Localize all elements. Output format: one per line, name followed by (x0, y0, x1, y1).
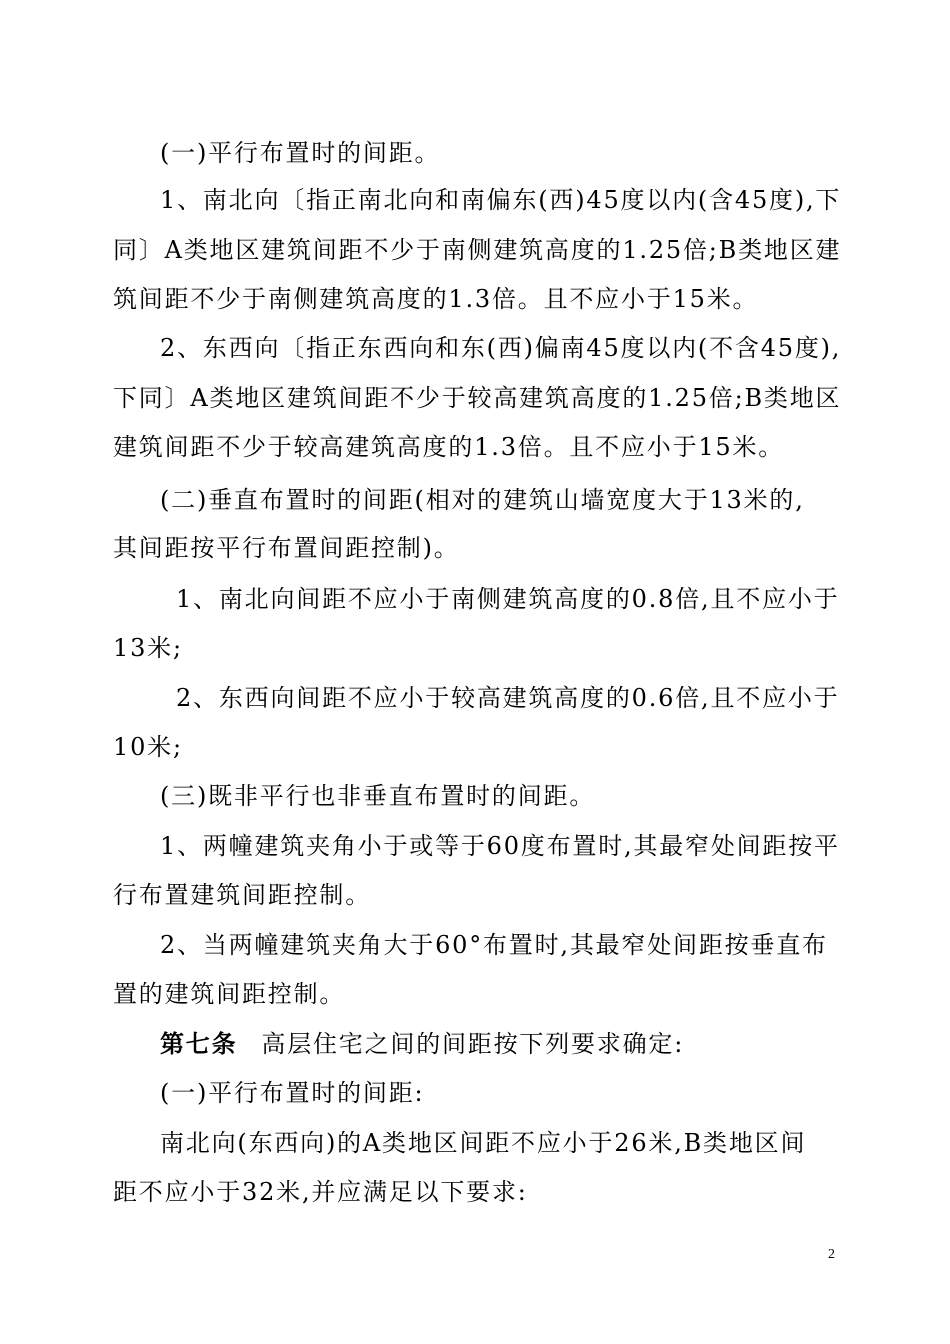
article-heading: 第七条 (160, 1029, 238, 1058)
paragraph-line: 距不应小于32米,并应满足以下要求: (113, 1178, 528, 1206)
paragraph-line: (二)垂直布置时的间距(相对的建筑山墙宽度大于13米的, (160, 486, 805, 514)
article-text: 高层住宅之间的间距按下列要求确定: (261, 1030, 685, 1058)
paragraph-line: 其间距按平行布置间距控制)。 (113, 534, 460, 562)
paragraph-line: 1、两幢建筑夹角小于或等于60度布置时,其最窄处间距按平 (160, 832, 840, 860)
paragraph-line: 13米; (113, 634, 183, 662)
paragraph-line: 1、南北向间距不应小于南侧建筑高度的0.8倍,且不应小于 (176, 585, 840, 613)
article-line (160, 1028, 890, 1060)
page-number: 2 (828, 1247, 835, 1262)
paragraph-line: 置的建筑间距控制。 (113, 980, 346, 1008)
paragraph-line: 下同〕A类地区建筑间距不少于较高建筑高度的1.25倍;B类地区 (113, 384, 842, 412)
paragraph-line: 1、南北向〔指正南北向和南偏东(西)45度以内(含45度),下 (160, 186, 842, 214)
paragraph-line: 2、东西向〔指正东西向和东(西)偏南45度以内(不含45度), (160, 334, 842, 362)
paragraph-line: 10米; (113, 733, 183, 761)
paragraph-line: 南北向(东西向)的A类地区间距不应小于26米,B类地区间 (160, 1129, 807, 1157)
paragraph-line: 2、当两幢建筑夹角大于60°布置时,其最窄处间距按垂直布 (160, 931, 828, 959)
paragraph-line: 2、东西向间距不应小于较高建筑高度的0.6倍,且不应小于 (176, 684, 840, 712)
paragraph-line: 行布置建筑间距控制。 (113, 881, 371, 909)
paragraph-line: (一)平行布置时的间距: (160, 1079, 425, 1107)
paragraph-line: (一)平行布置时的间距。 (160, 139, 441, 167)
paragraph-line: (三)既非平行也非垂直布置时的间距。 (160, 782, 596, 810)
paragraph-line: 建筑间距不少于较高建筑高度的1.3倍。且不应小于15米。 (113, 433, 785, 461)
paragraph-line: 筑间距不少于南侧建筑高度的1.3倍。且不应小于15米。 (113, 285, 759, 313)
paragraph-line: 同〕A类地区建筑间距不少于南侧建筑高度的1.25倍;B类地区建 (113, 236, 842, 264)
